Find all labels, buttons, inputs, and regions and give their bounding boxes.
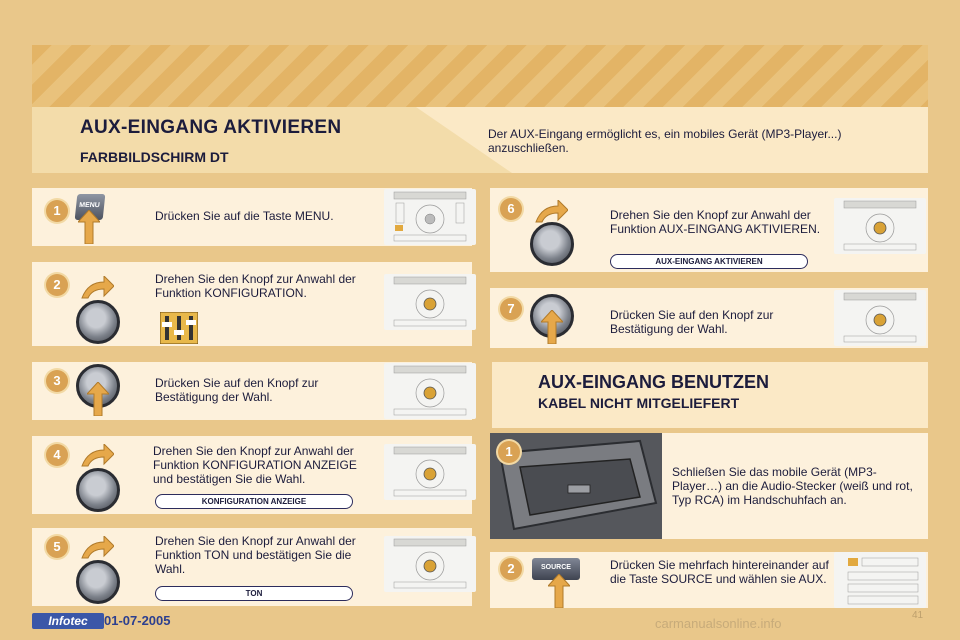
step-number: 7 — [500, 298, 522, 320]
menu-button-label: MENU — [78, 202, 101, 209]
section-description: Der AUX-Eingang ermöglicht es, ein mobiles Gerät (MP3-Player...) anzuschließen. — [488, 127, 842, 155]
watermark: carmanualsonline.info — [655, 616, 782, 631]
radio-panel-icon — [384, 444, 476, 500]
step-text: Drücken Sie auf die Taste MENU. — [155, 209, 334, 223]
menu-option-pill: AUX-EINGANG AKTIVIEREN — [610, 254, 808, 269]
control-knob-icon — [530, 222, 574, 266]
radio-panel-icon — [384, 363, 476, 419]
step-number: 2 — [500, 558, 522, 580]
section-header — [32, 107, 928, 173]
step-panel-1 — [32, 188, 472, 246]
section-title: AUX-EINGANG AKTIVIEREN — [80, 117, 342, 138]
section-subtitle: FARBBILDSCHIRM DT — [80, 149, 229, 165]
decorative-band — [32, 45, 928, 107]
press-arrow-icon — [87, 382, 109, 416]
press-arrow-icon — [541, 310, 563, 344]
control-knob-icon — [76, 468, 120, 512]
infotec-badge: Infotec — [32, 613, 104, 629]
step-text: Schließen Sie das mobile Gerät (MP3-Player…) an die Audio-Stecker (weiß und rot, Typ RCA) im Handschuhfach an. — [672, 465, 913, 507]
section2-subtitle: KABEL NICHT MITGELIEFERT — [538, 395, 740, 411]
step-text: Drehen Sie den Knopf zur Anwahl der Funktion KONFIGURATION ANZEIGE und bestätigen Sie die Wahl. — [153, 444, 357, 486]
rotate-arrow-icon — [80, 444, 114, 468]
control-knob-icon — [76, 300, 120, 344]
menu-option-pill: TON — [155, 586, 353, 601]
control-knob-icon — [76, 560, 120, 604]
configuration-icon — [160, 312, 198, 344]
step-number: 4 — [46, 444, 68, 466]
rotate-arrow-icon — [534, 200, 568, 224]
source-button-label: SOURCE — [541, 564, 571, 571]
step-text: Drücken Sie mehrfach hintereinander auf die Taste SOURCE und wählen sie AUX. — [610, 558, 829, 586]
step-number: 2 — [46, 274, 68, 296]
step-number: 6 — [500, 198, 522, 220]
radio-panel-icon — [384, 189, 476, 245]
radio-panel-icon — [384, 274, 476, 330]
step-text: Drehen Sie den Knopf zur Anwahl der Funktion TON und bestätigen Sie die Wahl. — [155, 534, 356, 576]
step-panel-4 — [32, 436, 472, 514]
publication-date: 01-07-2005 — [104, 613, 171, 628]
radio-panel-icon — [834, 290, 926, 346]
rotate-arrow-icon — [80, 536, 114, 560]
press-arrow-icon — [548, 574, 570, 608]
section2-step-panel-2 — [490, 552, 928, 608]
step-panel-5 — [32, 528, 472, 606]
radio-panel-icon — [834, 552, 926, 608]
step-text: Drücken Sie auf den Knopf zur Bestätigung der Wahl. — [155, 376, 319, 404]
step-panel-6 — [490, 188, 928, 272]
menu-option-pill: KONFIGURATION ANZEIGE — [155, 494, 353, 509]
section2-header — [492, 362, 928, 428]
step-panel-7 — [490, 288, 928, 348]
radio-panel-icon — [834, 198, 926, 254]
step-text: Drehen Sie den Knopf zur Anwahl der Funktion KONFIGURATION. — [155, 272, 356, 300]
section2-title: AUX-EINGANG BENUTZEN — [538, 372, 770, 392]
page-number: 41 — [912, 610, 924, 621]
press-arrow-icon — [78, 210, 100, 244]
step-number: 3 — [46, 370, 68, 392]
radio-panel-icon — [384, 536, 476, 592]
step-text: Drücken Sie auf den Knopf zur Bestätigung der Wahl. — [610, 308, 774, 336]
rotate-arrow-icon — [80, 276, 114, 300]
step-text: Drehen Sie den Knopf zur Anwahl der Funktion AUX-EINGANG AKTIVIEREN. — [610, 208, 821, 236]
step-number: 1 — [498, 441, 520, 463]
step-panel-2 — [32, 262, 472, 346]
step-number: 1 — [46, 200, 68, 222]
step-number: 5 — [46, 536, 68, 558]
step-panel-3 — [32, 362, 472, 420]
